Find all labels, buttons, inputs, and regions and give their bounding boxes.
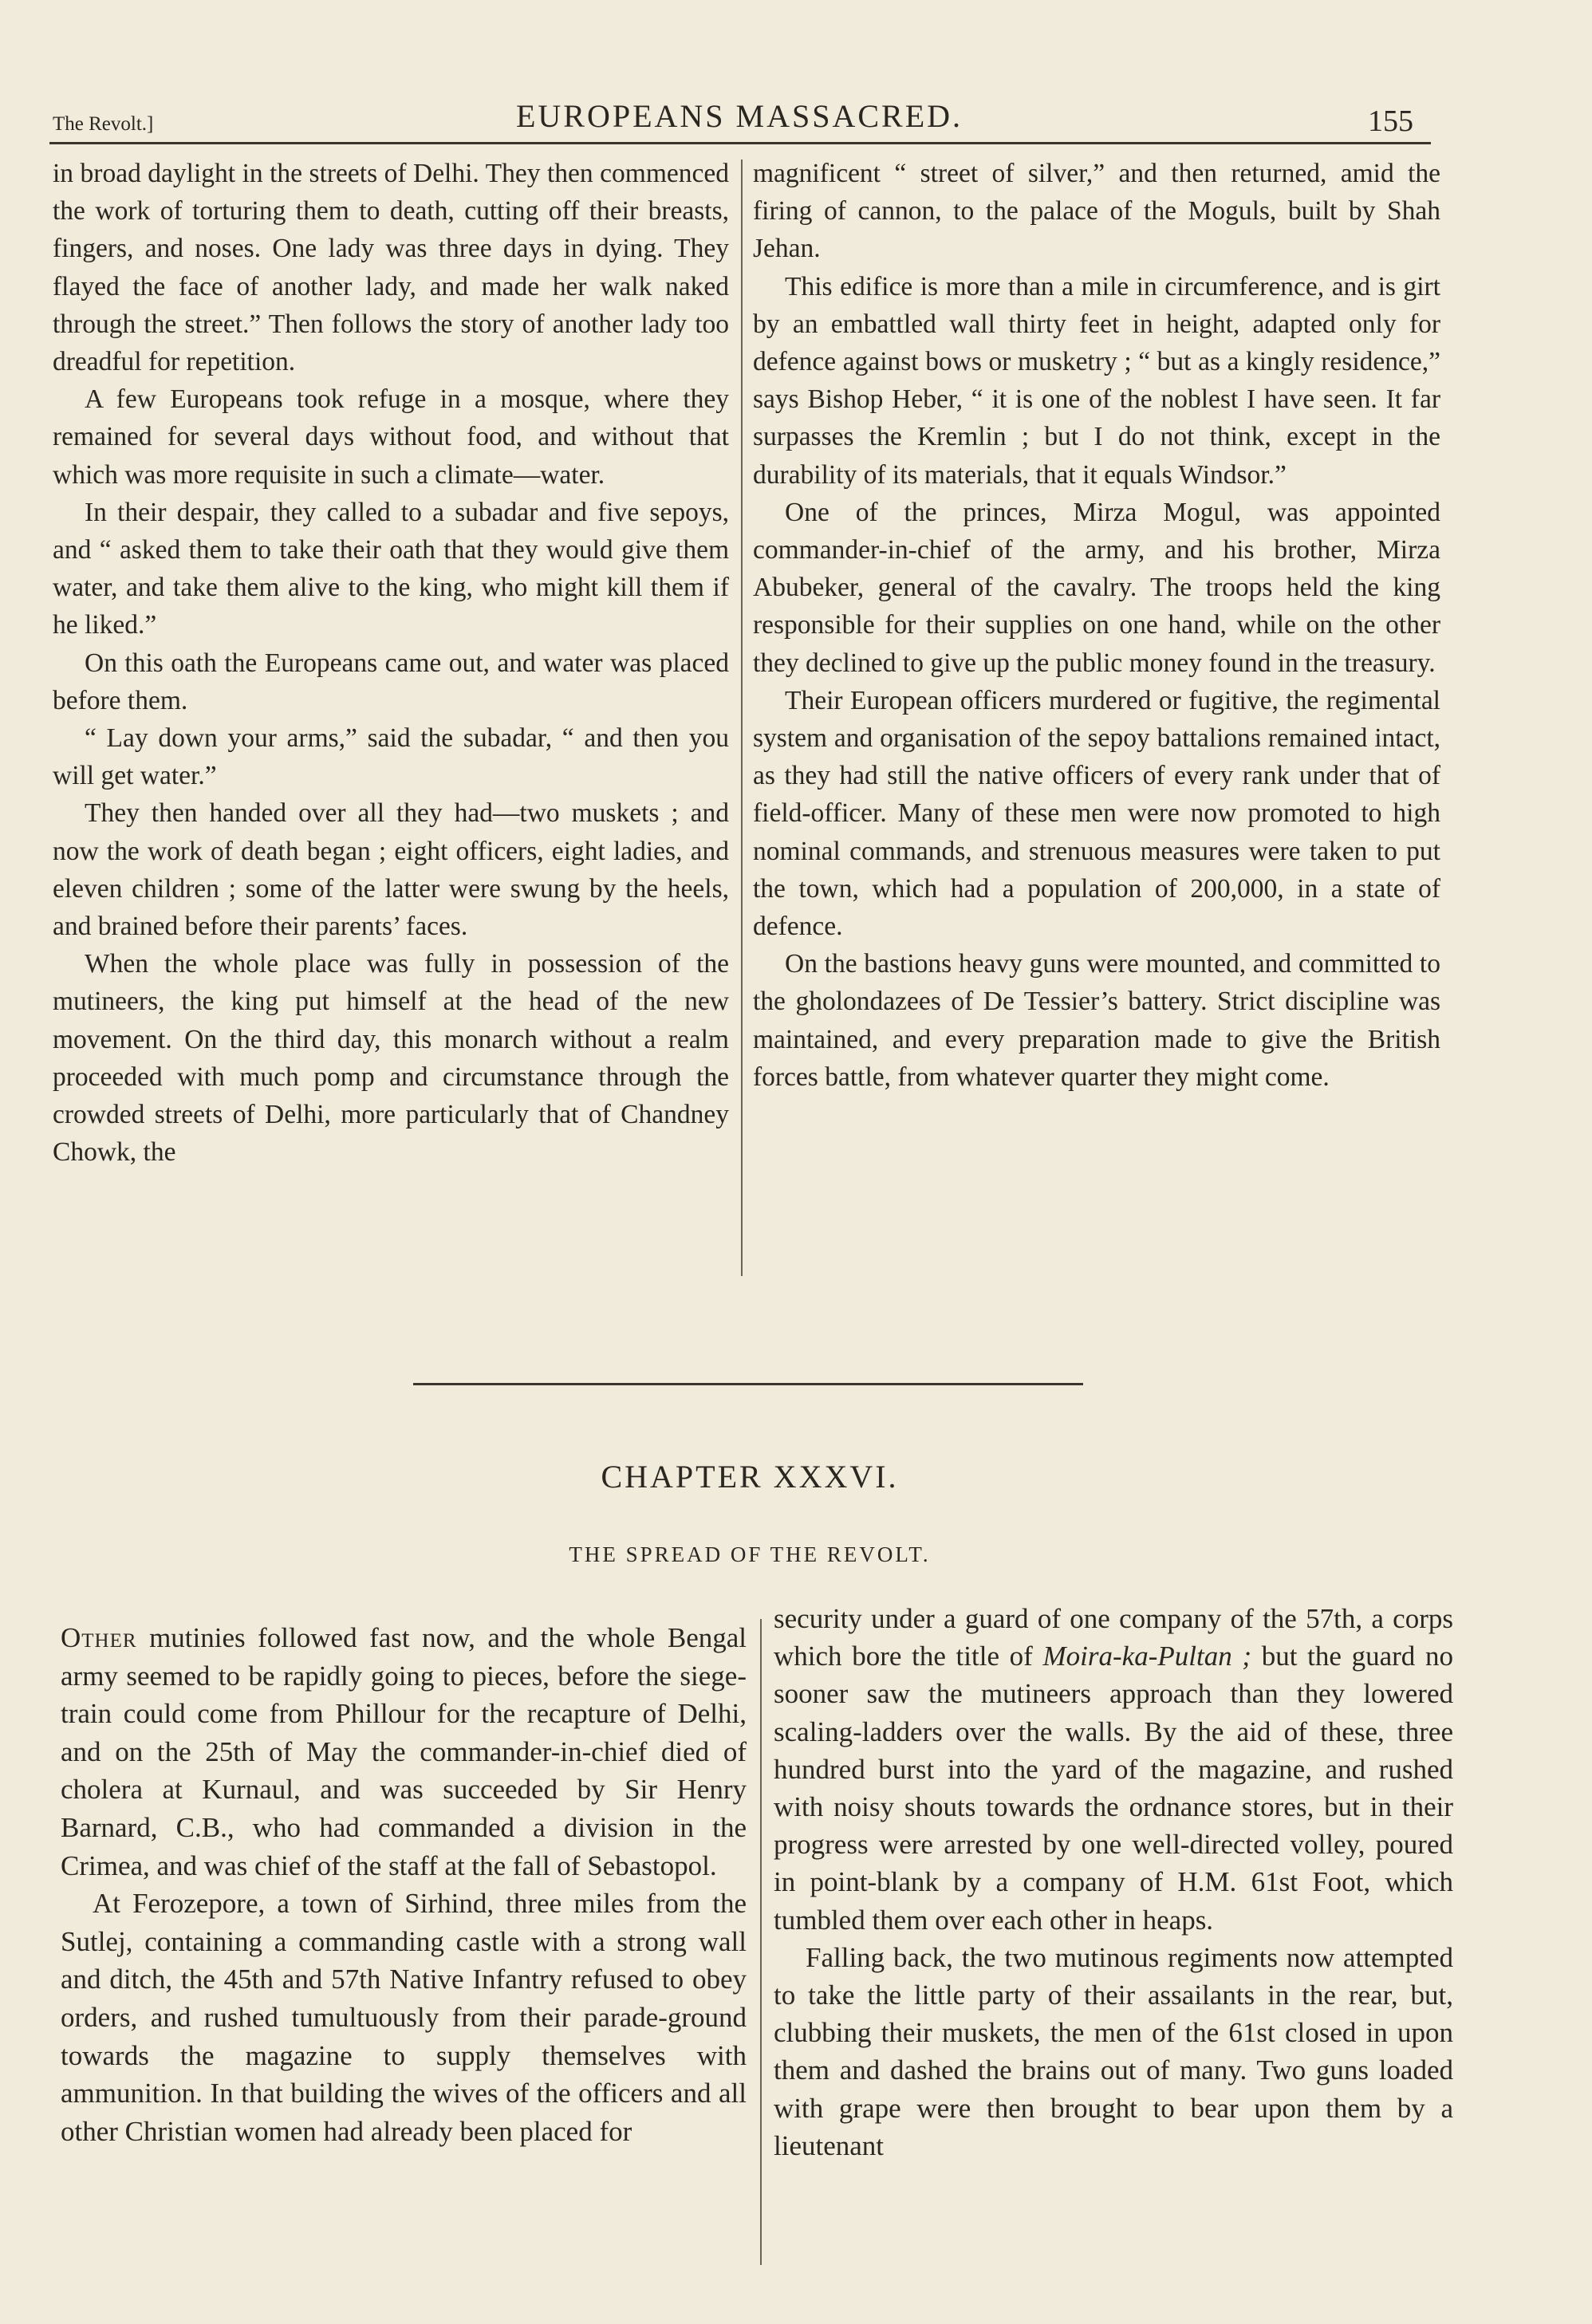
header-rule — [49, 142, 1431, 144]
paragraph — [774, 1600, 1453, 1939]
italic-term: Moira-ka-Pultan ; — [1042, 1641, 1252, 1672]
paragraph: in broad daylight in the streets of Delhi. They then commenced the work of torturing them to death, cutting off their breasts, fingers, and noses. One lady was three days in dying. They flayed the face of another lady, and made her walk naked through the street.” Then follows the story of another lady too dreadful for repetition. — [53, 159, 729, 377]
paragraph-text: mutinies followed fast now, and the whole Bengal army seemed to be rapidly going to pieces, before the siege-train could come from Phillour for the recapture of Delhi, and on the 25th of May the commander-in-chief died of cholera at Kurnaul, and was succeeded by Sir Henry Barnard, C.B., who had commanded a division in the Crimea, and was chief of the staff at the fall of Sebastopol. — [61, 1622, 747, 1881]
paragraph-text: security under a guard of one company of the 57th, a corps which bore the title of — [774, 1603, 1453, 1672]
top-right-column — [753, 155, 1440, 1096]
chapter-subtitle: THE SPREAD OF THE REVOLT. — [569, 1542, 931, 1566]
bottom-right-column — [774, 1600, 1453, 2164]
paragraph: On this oath the Europeans came out, and water was placed before them. — [53, 648, 729, 715]
paragraph: When the whole place was fully in possession of the mutineers, the king put himself at the head of the new movement. On the third day, this monarch without a realm proceeded with much pomp and circumstance through the crowded streets of Delhi, more particularly that of Chandney Chowk, the — [53, 949, 729, 1168]
paragraph: Their European officers murdered or fugitive, the regimental system and organisation of the sepoy battalions remained intact, as they had still the native officers of every rank under that of field-officer. Many of these men were now promoted to high nominal commands, and strenuous measures were taken to put the town, which had a population of 200,000, in a state of defence. — [753, 685, 1440, 942]
paragraph: One of the princes, Mirza Mogul, was appointed commander-in-chief of the army, and his brother, Mirza Abubeker, general of the cavalry. The troops held the king responsible for their supplies on one hand, while on the other they declined to give up the public money found in the treasury. — [753, 497, 1440, 678]
paragraph: In their despair, they called to a subadar and five sepoys, and “ asked them to take their oath that they would give them water, and take them alive to the king, who might kill them if he liked.” — [53, 497, 729, 640]
chapter-title: CHAPTER XXXVI. — [601, 1459, 899, 1495]
running-head-title: EUROPEANS MASSACRED. — [515, 98, 963, 134]
page-header — [49, 86, 1429, 144]
paragraph: This edifice is more than a mile in circumference, and is girt by an embattled wall thirty feet in height, adapted only for defence against bows or musketry ; “ but as a kingly residence,” says Bishop Heber, “ it is one of the noblest I have seen. It far surpasses the Kremlin ; but I do not think, except in the durability of its materials, that it equals Windsor.” — [753, 271, 1440, 490]
paragraph: On the bastions heavy guns were mounted, and committed to the gholondazees of De Tessier’s battery. Strict discipline was maintained, and every preparation made to give the British forces battle, from whatever quarter they might come. — [753, 949, 1440, 1092]
running-head-section: The Revolt.] — [53, 113, 154, 135]
paragraph — [61, 1619, 747, 1885]
column-divider — [741, 160, 743, 1276]
chapter-rule — [413, 1383, 1083, 1385]
paragraph: A few Europeans took refuge in a mosque, where they remained for several days without food, and without that which was more requisite in such a climate—water. — [53, 384, 729, 490]
paragraph: They then handed over all they had—two muskets ; and now the work of death began ; eight officers, eight ladies, and eleven children ; some of the latter were swung by the heels, and brained before their parents’ faces. — [53, 798, 729, 942]
page-number: 155 — [1368, 104, 1413, 138]
paragraph: At Ferozepore, a town of Sirhind, three miles from the Sutlej, containing a commanding castle with a strong wall and ditch, the 45th and 57th Native Infantry refused to obey orders, and rushed tumultuously from their parade-ground towards the magazine to supply themselves with ammunition. In that building the wives of the officers and all other Christian women had already been placed for — [61, 1888, 747, 2147]
paragraph: “ Lay down your arms,” said the subadar, “ and then you will get water.” — [53, 723, 729, 791]
paragraph-text: but the guard no sooner saw the mutineers approach than they lowered scaling-ladders over the walls. By the aid of these, three hundred burst into the yard of the magazine, and rushed with noisy shouts towards the ordnance stores, but in their progress were arrested by one well-directed volley, poured in point-blank by a company of H.M. 61st Foot, which tumbled them over each other in heaps. — [774, 1641, 1453, 1936]
paragraph: Falling back, the two mutinous regiments now attempted to take the little party of their assailants in the rear, but, clubbing their muskets, the men of the 61st closed in upon them and dashed the brains out of many. Two guns loaded with grape were then brought to bear upon them by a lieutenant — [774, 1941, 1453, 2161]
opening-word: Other — [61, 1622, 137, 1653]
column-divider — [760, 1619, 762, 2265]
bottom-left-column — [61, 1619, 747, 2150]
top-left-column — [53, 155, 729, 1171]
paragraph: magnificent “ street of silver,” and then returned, amid the firing of cannon, to the palace of the Moguls, built by Shah Jehan. — [753, 159, 1440, 264]
